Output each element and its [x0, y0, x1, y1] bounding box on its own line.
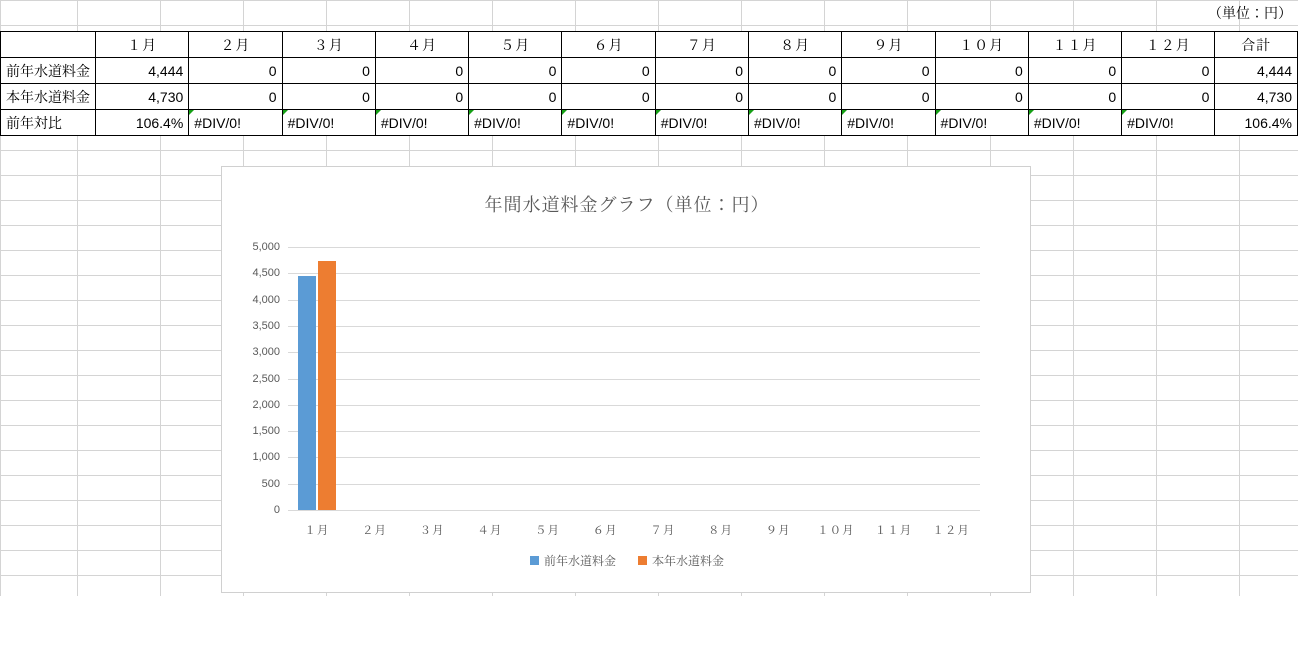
chart-x-tick-label: ８月	[707, 525, 733, 537]
grid-row-line	[0, 0, 1298, 1]
chart-y-tick-label: 2,000	[252, 398, 280, 411]
table-body	[1, 58, 1298, 136]
table-column-header: １２月	[1122, 32, 1215, 58]
table-cell: 0	[1122, 58, 1215, 84]
chart-bar	[318, 261, 336, 510]
chart-x-tick-label: ２月	[361, 525, 387, 537]
chart-gridline	[288, 352, 980, 353]
table-cell-error: #DIV/0!	[375, 110, 468, 136]
table-cell: 0	[935, 58, 1028, 84]
table-cell: 0	[935, 84, 1028, 110]
table-cell: 0	[1028, 84, 1121, 110]
table-cell: 0	[842, 58, 935, 84]
chart-bar	[298, 276, 316, 510]
table-cell: 0	[469, 58, 562, 84]
table-cell-error: #DIV/0!	[1122, 110, 1215, 136]
chart-gridline	[288, 431, 980, 432]
table-column-header: ９月	[842, 32, 935, 58]
chart-plot-area	[252, 241, 980, 671]
table-column-header: １０月	[935, 32, 1028, 58]
table-cell: 0	[189, 84, 282, 110]
table-column-header: ６月	[562, 32, 655, 58]
chart-x-tick-label: １０月	[817, 525, 855, 537]
table-cell-error: #DIV/0!	[282, 110, 375, 136]
table-row	[1, 58, 1298, 84]
table-cell: 0	[748, 84, 841, 110]
chart-x-tick-label: ３月	[419, 525, 445, 537]
table-cell: 0	[282, 58, 375, 84]
chart-legend-item[interactable]	[638, 552, 724, 569]
chart-gridline	[288, 326, 980, 327]
table-cell-error: #DIV/0!	[189, 110, 282, 136]
chart-gridline	[288, 484, 980, 485]
table-cell: 0	[842, 84, 935, 110]
chart-gridline	[288, 457, 980, 458]
chart-y-tick-label: 0	[273, 504, 280, 516]
chart-legend-swatch	[530, 556, 539, 565]
chart-gridline	[288, 405, 980, 406]
chart-y-tick-label: 5,000	[252, 241, 280, 253]
table-cell: 0	[375, 84, 468, 110]
table-cell: 4,444	[96, 58, 189, 84]
chart-gridline	[288, 247, 980, 248]
table-row-header: 本年水道料金	[1, 84, 96, 110]
chart-legend	[222, 552, 1032, 569]
chart-y-tick-label: 4,000	[252, 293, 280, 306]
table-cell: 4,444	[1215, 58, 1298, 84]
table-column-header: １月	[96, 32, 189, 58]
table-row	[1, 84, 1298, 110]
table-cell: 0	[282, 84, 375, 110]
table-cell: 0	[189, 58, 282, 84]
chart-legend-label: 前年水道料金	[543, 554, 616, 568]
table-column-header: ８月	[748, 32, 841, 58]
chart-x-tick-label: ９月	[765, 525, 791, 537]
table-cell: 0	[1028, 58, 1121, 84]
grid-row-line	[0, 25, 1298, 26]
chart-x-tick-label: １月	[304, 525, 330, 537]
table-cell: 0	[748, 58, 841, 84]
unit-note: （単位：円）	[1208, 5, 1292, 21]
table-column-header: 合計	[1215, 32, 1298, 58]
chart-legend-item[interactable]	[530, 552, 616, 569]
table-cell: 0	[1122, 84, 1215, 110]
chart-y-tick-label: 1,000	[252, 451, 280, 464]
chart-x-tick-label: ４月	[477, 525, 503, 537]
table-cell: 106.4%	[1215, 110, 1298, 136]
chart-x-tick-label: ５月	[534, 525, 560, 537]
table-cell-error: #DIV/0!	[655, 110, 748, 136]
chart-x-tick-label: １１月	[874, 525, 913, 537]
table-header-row	[1, 32, 1298, 58]
table-row-header: 前年水道料金	[1, 58, 96, 84]
chart-gridline	[288, 273, 980, 274]
table-cell-error: #DIV/0!	[469, 110, 562, 136]
table-column-header: ４月	[375, 32, 468, 58]
table-column-header: １１月	[1028, 32, 1121, 58]
table-column-header: ７月	[655, 32, 748, 58]
chart-y-tick-label: 500	[261, 477, 280, 490]
chart-x-tick-label: ７月	[650, 525, 676, 537]
table-cell-error: #DIV/0!	[748, 110, 841, 136]
chart-gridline	[288, 510, 980, 511]
chart-y-tick-label: 3,500	[252, 319, 280, 332]
table-cell-error: #DIV/0!	[562, 110, 655, 136]
chart-legend-label: 本年水道料金	[652, 554, 725, 568]
table-row	[1, 110, 1298, 136]
chart-y-tick-label: 1,500	[252, 425, 280, 438]
table-cell: 106.4%	[96, 110, 189, 136]
chart-y-tick-label: 2,500	[252, 372, 280, 385]
table-cell-error: #DIV/0!	[935, 110, 1028, 136]
table-cell: 0	[375, 58, 468, 84]
table-corner-cell	[1, 32, 96, 58]
table-cell: 0	[562, 58, 655, 84]
table-cell: 4,730	[1215, 84, 1298, 110]
table-cell-error: #DIV/0!	[842, 110, 935, 136]
water-fee-table	[0, 31, 1298, 136]
table-cell: 0	[562, 84, 655, 110]
table-column-header: ３月	[282, 32, 375, 58]
chart-gridline	[288, 300, 980, 301]
table-cell: 0	[655, 84, 748, 110]
table-cell: 0	[655, 58, 748, 84]
chart-gridline	[288, 379, 980, 380]
table-column-header: ２月	[189, 32, 282, 58]
chart-y-tick-label: 3,000	[252, 346, 280, 359]
chart-x-tick-label: ６月	[592, 525, 618, 537]
table-cell: 4,730	[96, 84, 189, 110]
chart-title: 年間水道料金グラフ（単位：円）	[484, 195, 770, 215]
grid-row-line	[0, 150, 1298, 151]
table-row-header: 前年対比	[1, 110, 96, 136]
chart-y-tick-label: 4,500	[252, 267, 280, 280]
table-column-header: ５月	[469, 32, 562, 58]
chart-legend-swatch	[638, 556, 647, 565]
table-cell: 0	[469, 84, 562, 110]
chart-object[interactable]	[221, 166, 1031, 593]
chart-x-tick-label: １２月	[932, 525, 970, 537]
table-cell-error: #DIV/0!	[1028, 110, 1121, 136]
